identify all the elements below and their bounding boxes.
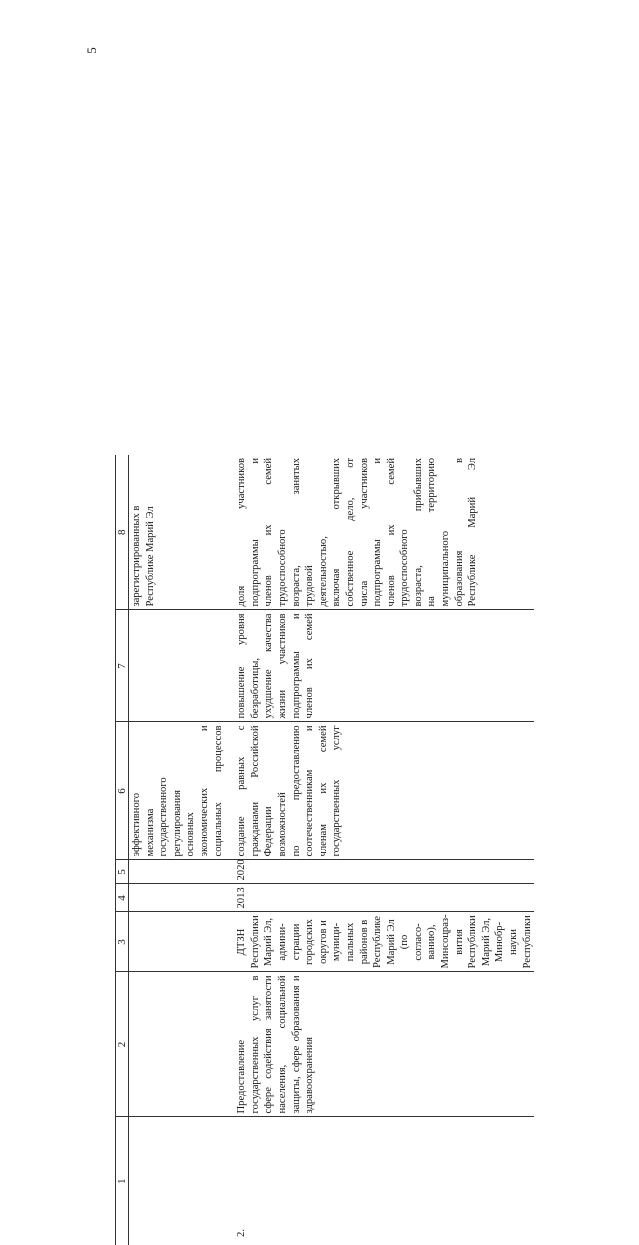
table-row — [234, 455, 534, 1245]
cell-line: возраста, занятых — [290, 458, 302, 607]
cell-line: Марий Эл — [385, 919, 397, 965]
cont-col7 — [129, 610, 226, 722]
cell-line: Республики — [467, 915, 479, 969]
cell-line: регулирования — [171, 789, 183, 857]
cell-line: пальных — [344, 922, 356, 962]
cell-line: на территорию — [426, 458, 438, 607]
cell-line: основных — [185, 812, 197, 857]
cell-line: муници- — [331, 922, 343, 962]
rotated-table-container — [115, 455, 575, 1245]
cell-line: зарегистрированных в — [131, 505, 142, 607]
cell-line: сфере содействия занятости — [263, 975, 275, 1114]
column-header-7: 7 — [116, 610, 129, 722]
cell-line: страции — [290, 923, 302, 961]
gap — [225, 972, 234, 1117]
gap — [225, 722, 234, 860]
cell-line: образования в — [453, 458, 465, 607]
cell-line: Предоставление — [236, 1039, 248, 1114]
cell-line: Марий Эл, — [480, 917, 492, 967]
cell-line: государственных услуг в — [249, 975, 261, 1114]
cell-line: безработицы, — [249, 657, 261, 719]
continuation-row — [129, 455, 226, 1245]
cell-line: городских — [304, 919, 316, 965]
cell-line: подпрограммы и — [290, 613, 302, 719]
cell-line: жизни участников — [276, 613, 288, 719]
cell-line: трудовой — [304, 565, 316, 607]
cell-line: доля участников — [236, 458, 248, 607]
column-header-1: 1 — [116, 1117, 129, 1245]
cell-line: трудоспособного — [276, 529, 288, 607]
end-year-cell: 2020 — [234, 860, 534, 884]
cont-col5 — [129, 860, 226, 884]
risks-cell — [234, 610, 534, 722]
cell-line: ухудшение качества — [263, 613, 275, 719]
page-number: 5 — [83, 47, 99, 54]
cont-col3 — [129, 912, 226, 972]
cell-line: возможностей — [276, 792, 288, 857]
row-number: 2. — [236, 1229, 248, 1237]
executors-cell — [234, 912, 534, 972]
cell-line: Республики — [521, 915, 533, 969]
cell-line: защиты, сфере образования и — [290, 975, 302, 1114]
cell-line: науки — [508, 929, 520, 955]
cont-col1 — [129, 1117, 226, 1245]
cell-line: членам их семей — [317, 725, 329, 857]
cell-line: районов в — [358, 919, 370, 965]
cell-line: по предоставлению — [290, 725, 302, 857]
start-year-cell: 2013 — [234, 884, 534, 912]
cell-line: социальных процессов — [212, 725, 224, 857]
cell-line: ДТЗН — [236, 928, 248, 956]
column-header-2: 2 — [116, 972, 129, 1117]
cell-line: Республики — [249, 915, 261, 969]
cell-line: подпрограммы и — [372, 458, 384, 607]
cell-line: соотечественникам и — [304, 725, 316, 857]
program-table — [115, 455, 534, 1245]
cell-line: Минобр- — [494, 921, 506, 963]
cell-line: собственное дело, от — [344, 458, 356, 607]
cell-line: механизма — [144, 808, 156, 857]
column-header-6: 6 — [116, 722, 129, 860]
cell-line: муниципального — [440, 530, 452, 607]
cell-line: повышение уровня — [236, 613, 248, 719]
gap — [225, 884, 234, 912]
cell-line: гражданами Российской Федерации — [249, 725, 275, 857]
gap — [225, 455, 234, 610]
cell-line: создание равных с — [236, 725, 248, 857]
cell-line: членов их семей — [385, 458, 397, 607]
cell-line: подпрограммы и — [249, 458, 261, 607]
cell-line: возраста, прибывших — [412, 458, 424, 607]
gap — [225, 610, 234, 722]
measure-name-cell — [234, 972, 534, 1117]
cell-line: Минсоцраз- — [440, 914, 452, 969]
column-header-8: 8 — [116, 455, 129, 610]
cell-line: Республике Марий Эл — [467, 458, 479, 607]
cell-line: членов их семей — [263, 458, 275, 607]
cell-line: админи- — [276, 923, 288, 961]
cell-line: населения, социальной — [276, 975, 288, 1114]
gap — [225, 912, 234, 972]
column-header-4: 4 — [116, 884, 129, 912]
cell-line: членов их семей — [304, 613, 316, 719]
cell-line: ванию), — [426, 924, 438, 960]
cell-line: трудоспособного — [399, 529, 411, 607]
cell-line: (по согласо- — [399, 923, 424, 961]
cell-line: округов и — [317, 920, 329, 964]
cell-line: Республике Марий Эл — [144, 506, 156, 607]
cell-line: деятельностью, — [317, 536, 329, 607]
cell-line: вития — [453, 929, 465, 955]
cell-line: экономических и — [198, 725, 210, 857]
cell-line: включая открывших — [331, 458, 343, 607]
column-header-3: 3 — [116, 912, 129, 972]
gap — [225, 860, 234, 884]
indicator-cell — [234, 455, 534, 610]
cont-indicator-cell — [129, 455, 226, 610]
cont-col4 — [129, 884, 226, 912]
cont-col2 — [129, 972, 226, 1117]
cell-line: Республике — [372, 916, 384, 968]
header-row — [116, 455, 129, 1245]
cell-line: числа участников — [358, 458, 370, 607]
cell-line: государственных услуг — [331, 725, 343, 857]
cont-goal-cell — [129, 722, 226, 860]
gap — [225, 1117, 234, 1245]
expected-result-cell — [234, 722, 534, 860]
column-header-5: 5 — [116, 860, 129, 884]
cell-line: эффективного — [131, 792, 142, 857]
cell-line: здравоохранения — [304, 1036, 316, 1114]
cell-line: Марий Эл, — [263, 917, 275, 967]
cell-line: государственного — [158, 777, 170, 857]
